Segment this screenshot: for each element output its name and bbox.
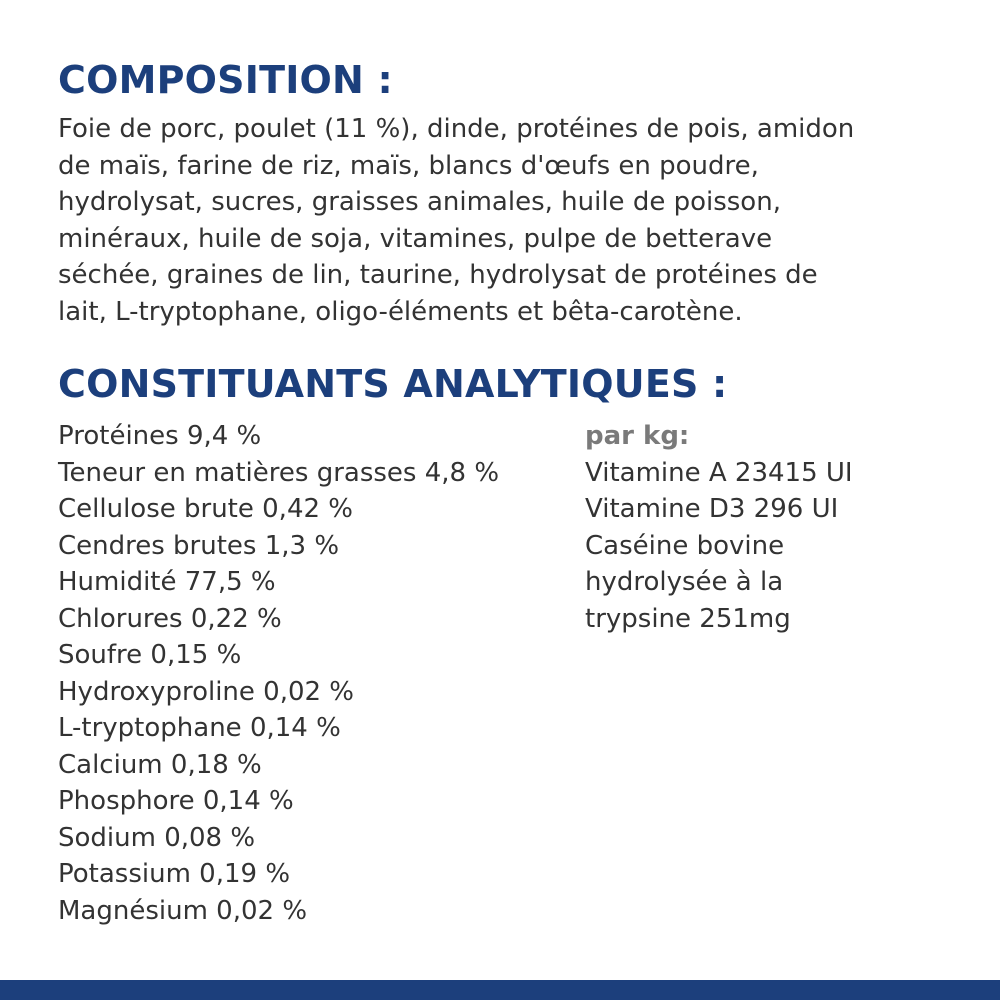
per-kg-line: trypsine 251mg bbox=[585, 603, 791, 634]
composition-line: séchée, graines de lin, taurine, hydrolysat de protéines de bbox=[58, 260, 818, 290]
composition-heading: COMPOSITION : bbox=[58, 58, 393, 102]
analytics-item: Magnésium 0,02 % bbox=[58, 895, 308, 926]
analytics-item: Sodium 0,08 % bbox=[58, 822, 256, 853]
composition-line: lait, L-tryptophane, oligo-éléments et bêta-carotène. bbox=[58, 296, 743, 327]
composition-text bbox=[58, 111, 988, 330]
analytics-item: Humidité 77,5 % bbox=[58, 567, 276, 597]
composition-line: de maïs, farine de riz, maïs, blancs d'œufs en poudre, bbox=[58, 150, 759, 181]
constituents-heading: CONSTITUANTS ANALYTIQUES : bbox=[58, 362, 728, 406]
analytics-item: L-tryptophane 0,14 % bbox=[58, 713, 341, 743]
analytics-item: Teneur en matières grasses 4,8 % bbox=[58, 457, 500, 488]
analytics-item: Hydroxyproline 0,02 % bbox=[58, 676, 355, 707]
analytics-item: Potassium 0,19 % bbox=[58, 859, 291, 889]
per-kg-block bbox=[585, 418, 853, 637]
bottom-bar bbox=[0, 980, 1000, 1000]
analytics-item: Calcium 0,18 % bbox=[58, 749, 262, 780]
analytics-item: Phosphore 0,14 % bbox=[58, 786, 294, 816]
per-kg-title: par kg: bbox=[585, 421, 690, 451]
analytics-item: Chlorures 0,22 % bbox=[58, 603, 282, 634]
composition-line: minéraux, huile de soja, vitamines, pulpe de betterave bbox=[58, 223, 773, 254]
analytics-item: Cendres brutes 1,3 % bbox=[58, 530, 340, 561]
analytics-item: Cellulose brute 0,42 % bbox=[58, 494, 354, 524]
per-kg-line: Vitamine A 23415 UI bbox=[585, 457, 853, 488]
composition-line: hydrolysat, sucres, graisses animales, huile de poisson, bbox=[58, 187, 781, 217]
per-kg-line: Vitamine D3 296 UI bbox=[585, 494, 839, 524]
composition-line: Foie de porc, poulet (11 %), dinde, protéines de pois, amidon bbox=[58, 114, 855, 144]
analytics-item: Protéines 9,4 % bbox=[58, 421, 262, 451]
analytics-list bbox=[58, 418, 499, 929]
analytics-item: Soufre 0,15 % bbox=[58, 640, 242, 670]
per-kg-line: Caséine bovine bbox=[585, 530, 785, 561]
per-kg-line: hydrolysée à la bbox=[585, 567, 784, 597]
